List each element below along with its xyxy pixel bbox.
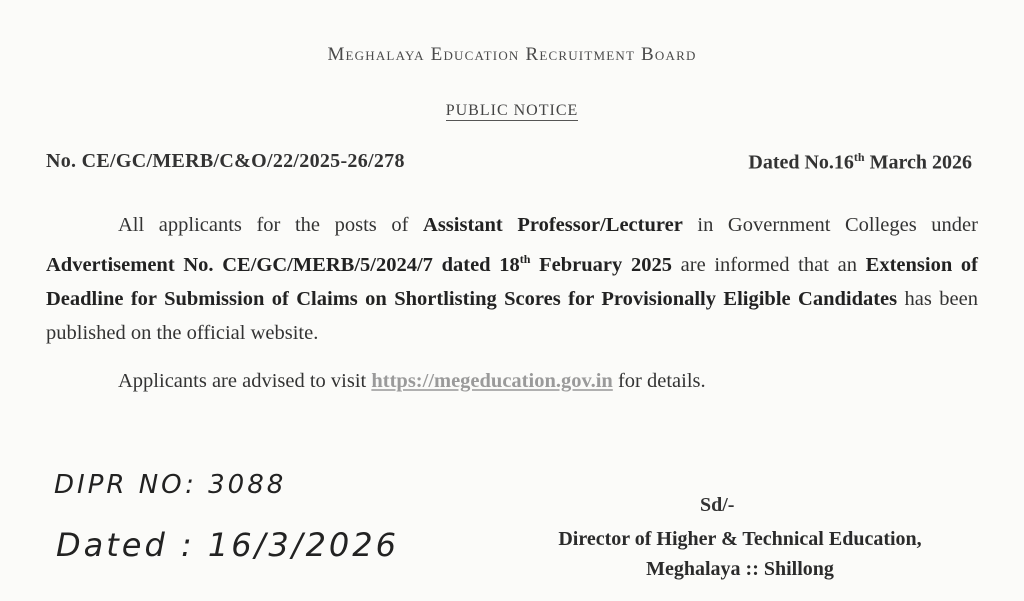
p1-d: has been published on the official website. — [46, 287, 978, 344]
signature-designation: Director of Higher & Technical Education, — [558, 528, 922, 550]
advise-a: Applicants are advised to visit — [118, 370, 372, 392]
notice-title — [0, 102, 1024, 120]
adv-text: Advertisement No. CE/GC/MERB/5/2024/7 dated 18 — [46, 253, 520, 276]
notice-paragraph — [46, 208, 978, 350]
extension-text: Extension of Deadline for Submission of Claims on Shortlisting Scores for Provisionally Eligible Candidates — [46, 253, 978, 310]
notice-title-text: PUBLIC NOTICE — [445, 102, 579, 119]
dated-prefix: Dated No.16 — [748, 151, 854, 174]
p1-c: are informed that an — [671, 253, 866, 276]
advertisement-ref — [46, 254, 672, 276]
board-name: Meghalaya Education Recruitment Board — [327, 44, 697, 65]
signature-block — [500, 524, 980, 584]
p1-a: All applicants for the posts of — [118, 214, 424, 236]
adv-sup: th — [519, 252, 531, 266]
handwritten-dipr-number: DIPR NO: 3088 — [54, 470, 287, 500]
signature-location: Meghalaya :: Shillong — [646, 558, 834, 580]
handwritten-date: Dated : 16/3/2026 — [56, 526, 399, 564]
dated-line — [748, 150, 972, 175]
dated-suffix: March 2026 — [864, 151, 972, 174]
advise-b: for details. — [612, 370, 706, 392]
website-link[interactable]: https://megeducation.gov.in — [371, 370, 613, 392]
advise-line — [118, 370, 706, 393]
reference-number: No. CE/GC/MERB/C&O/22/2025-26/278 — [46, 150, 405, 172]
dated-sup: th — [853, 150, 865, 164]
adv-end: February 2025 — [530, 253, 672, 276]
p1-b: in Government Colleges under — [682, 214, 978, 236]
post-name: Assistant Professor/Lecturer — [423, 214, 683, 236]
signature-sd: Sd/- — [700, 494, 735, 516]
